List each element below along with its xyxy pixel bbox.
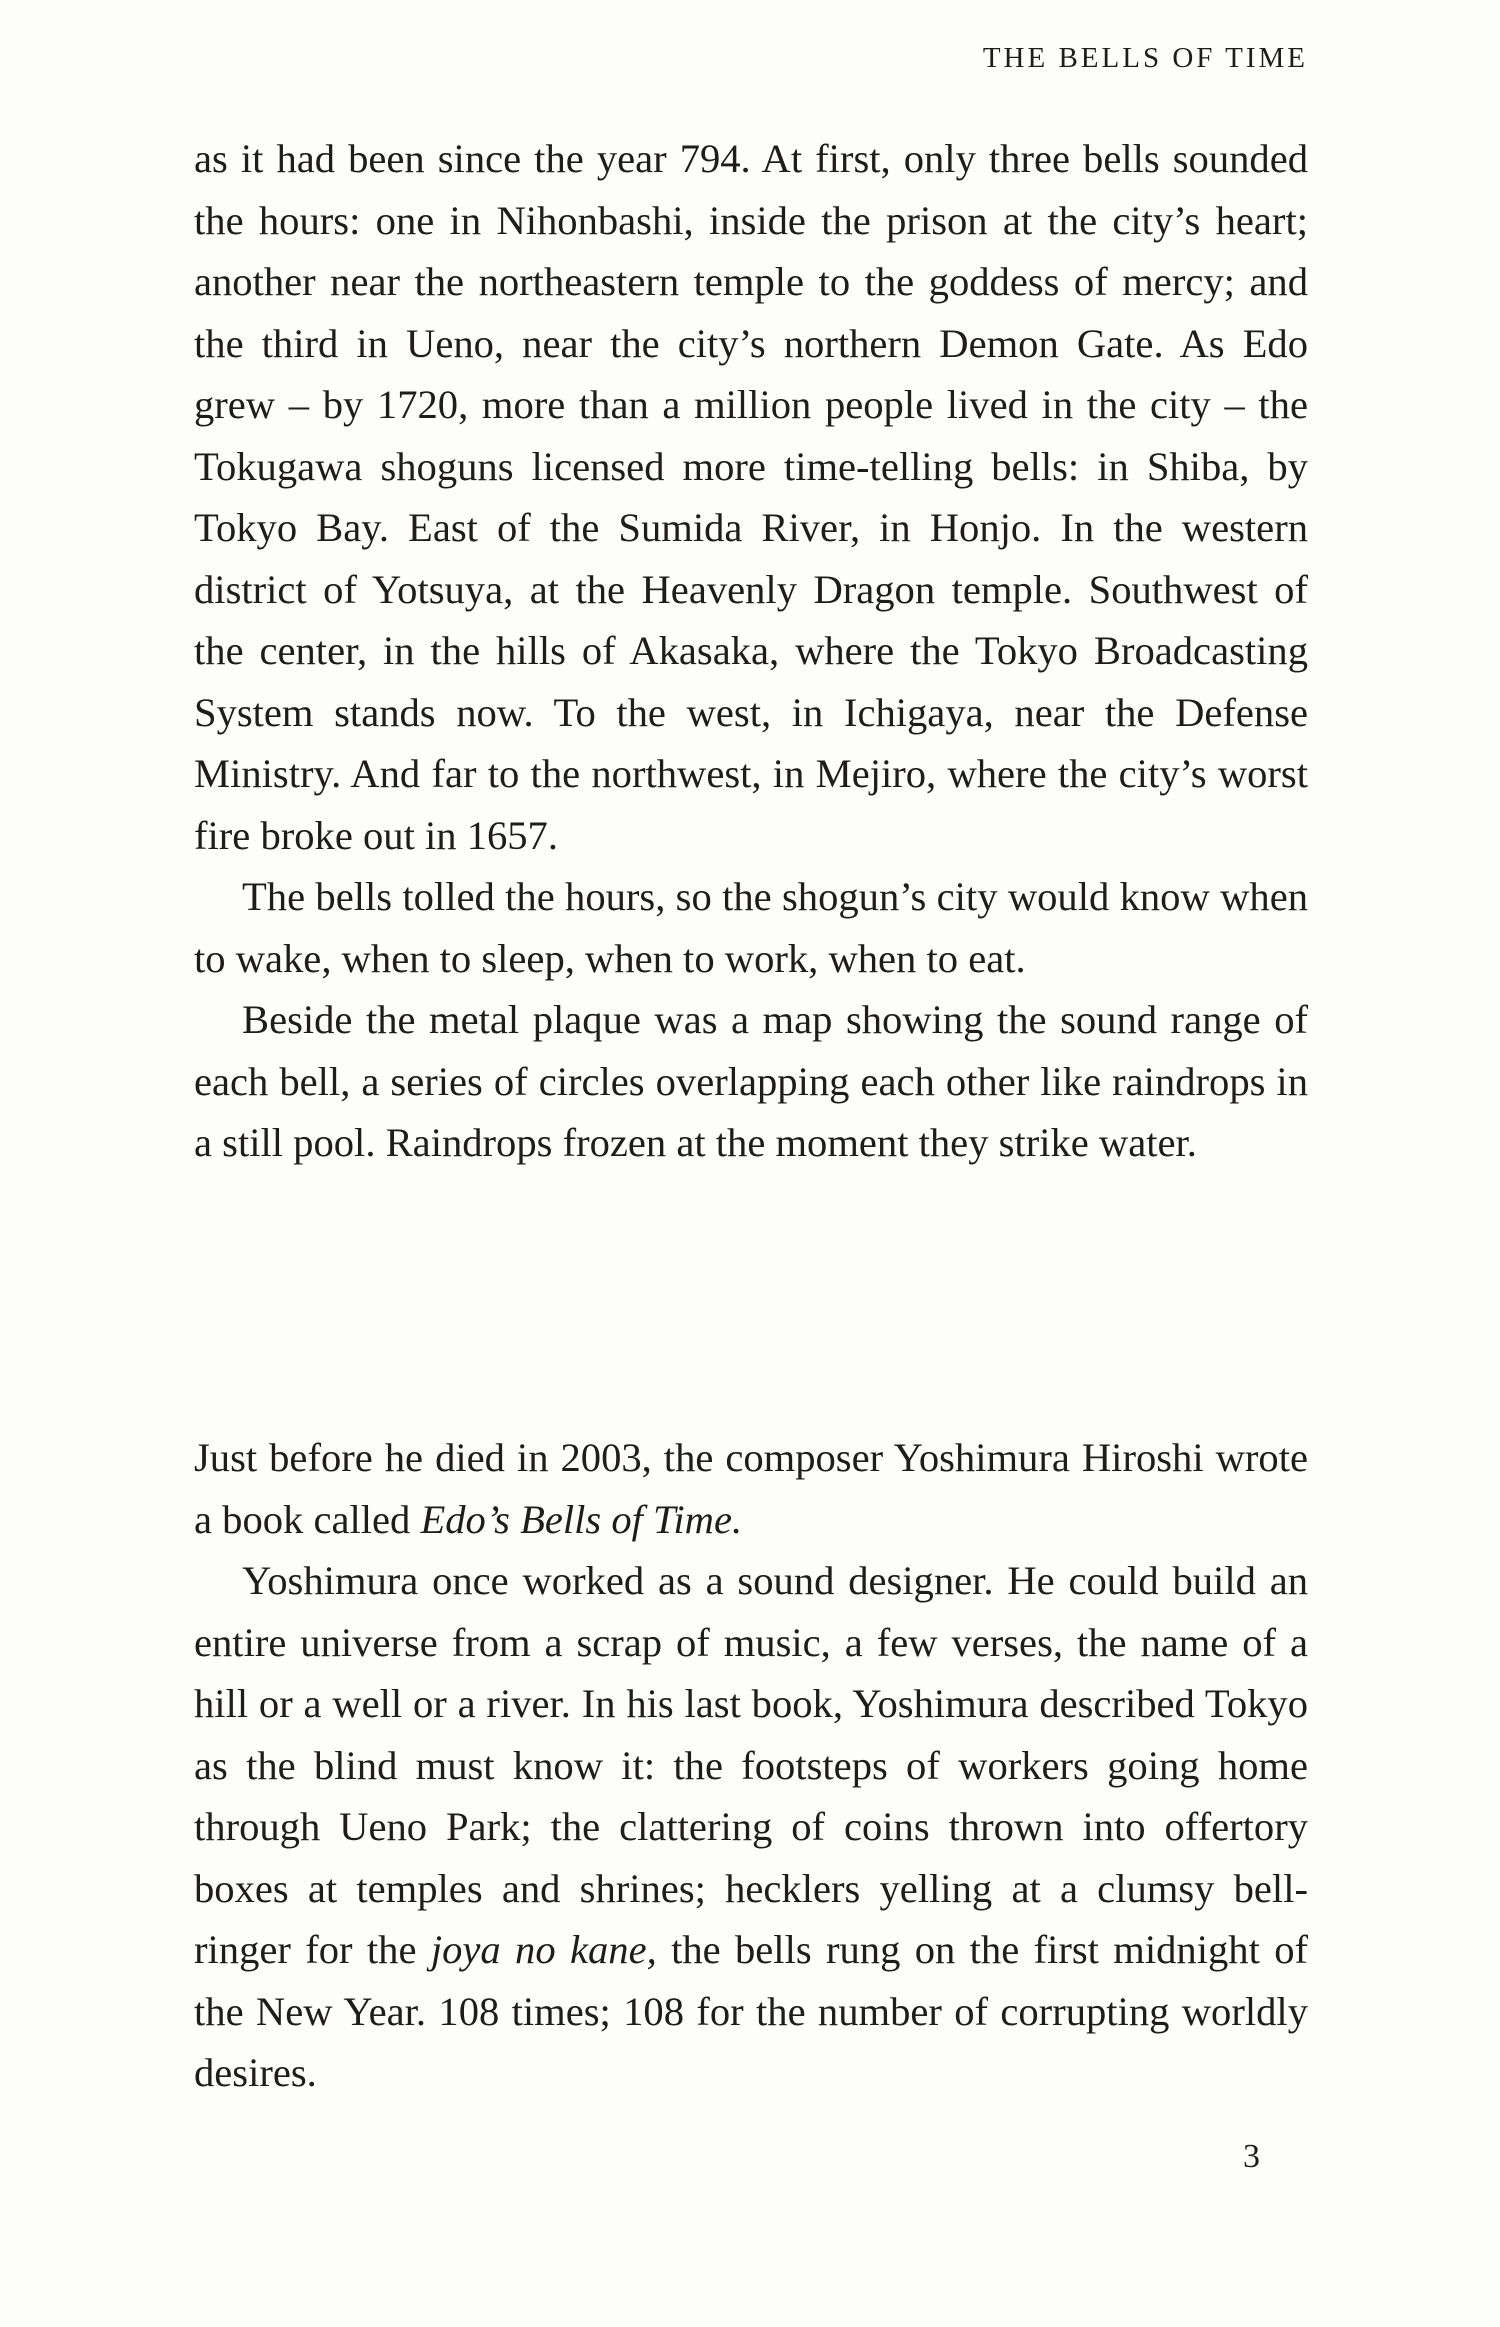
paragraph-text: Just before he died in 2003, the composer Yoshimura Hiroshi wrote a book called xyxy=(194,1435,1308,1542)
paragraph-sound-map: Beside the metal plaque was a map showing the sound range of each bell, a series of circles overlapping each other like raindrops in a still pool. Raindrops frozen at the moment they strike water. xyxy=(194,997,1308,1165)
paragraph-bell-history: as it had been since the year 794. At first, only three bells sounded the hours: one in Nihonbashi, inside the prison at the city’s heart; another near the northeastern temple to the goddess of mercy; and the third in Ueno, near the city’s northern Demon Gate. As Edo grew – by 1720, more than a million people lived in the city – the Tokugawa shoguns licensed more time-telling bells: in Shiba, by Tokyo Bay. East of the Sumida River, in Honjo. In the western district of Yotsuya, at the Heavenly Dragon temple. Southwest of the center, in the hills of Akasaka, where the Tokyo Broadcasting System stands now. To the west, in Ichigaya, near the Defense Ministry. And far to the northwest, in Mejiro, where the city’s worst fire broke out in 1657. xyxy=(194,136,1308,858)
text-section-bells xyxy=(194,128,1308,1174)
paragraph-yoshimura-book xyxy=(194,1427,1308,1550)
running-head: THE BELLS OF TIME xyxy=(982,42,1308,74)
paragraph-text: the bells rung on the first midnight of the New Year. 108 times; 108 for the number of corrupting worldly desires. xyxy=(194,1927,1308,2095)
text-section-yoshimura xyxy=(194,1427,1308,2104)
page-number: 3 xyxy=(1243,2138,1260,2175)
japanese-term: joya no kane, xyxy=(430,1927,657,1972)
paragraph-text: Yoshimura once worked as a sound designer. He could build an entire universe from a scrap of music, a few verses, the name of a hill or a well or a river. In his last book, Yoshimura described Tokyo as the blind must know it: the footsteps of workers going home through Ueno Park; the clattering of coins thrown into offertory boxes at temples and shrines; hecklers yelling at a clumsy bell-ringer for the xyxy=(194,1558,1308,1972)
paragraph-sound-designer xyxy=(194,1550,1308,2104)
paragraph-bells-tolled: The bells tolled the hours, so the shogun’s city would know when to wake, when to sleep, when to work, when to eat. xyxy=(194,874,1308,981)
book-title: Edo’s Bells of Time. xyxy=(420,1496,743,1542)
